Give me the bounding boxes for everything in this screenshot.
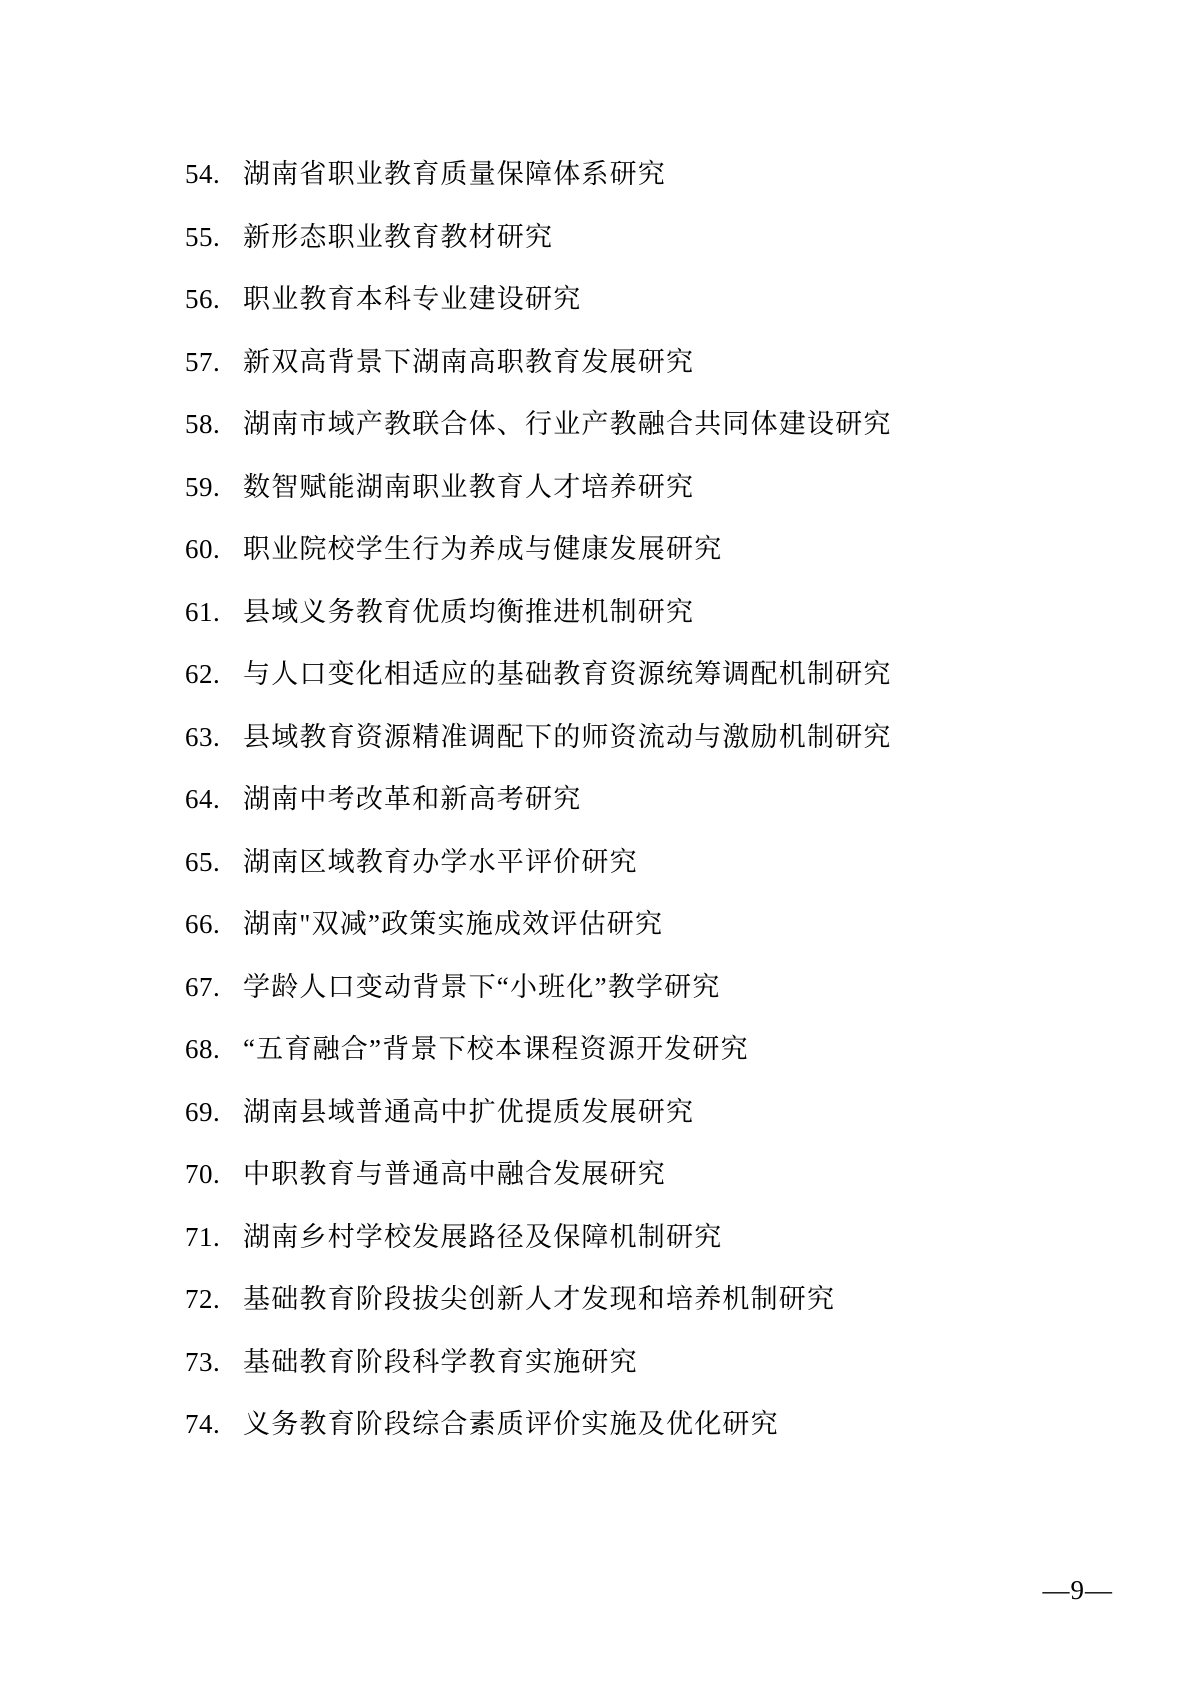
list-item-text: 基础教育阶段拔尖创新人才发现和培养机制研究 [243,1284,836,1314]
list-item [185,1152,985,1191]
list-item [185,590,985,629]
list-item [185,215,985,254]
list-item-text: 湖南县域普通高中扩优提质发展研究 [243,1096,695,1127]
list-item [185,840,985,879]
list-item-number: 69. [185,1096,221,1127]
list-item-number: 57. [185,346,221,377]
list-item-text: 义务教育阶段综合素质评价实施及优化研究 [243,1409,779,1439]
list-item-text: 湖南"双减”政策实施成效评估研究 [243,909,664,939]
list-item-number: 71. [185,1221,221,1252]
list-item-number: 66. [185,909,221,939]
list-item [185,465,985,504]
list-item [185,527,985,566]
numbered-list [185,152,985,1465]
list-item [185,715,985,754]
list-item [185,1090,985,1129]
list-item [185,652,985,691]
list-item-number: 59. [185,471,221,502]
list-item [185,1402,985,1441]
list-item-text: 学龄人口变动背景下“小班化”教学研究 [243,971,721,1002]
list-item-number: 65. [185,846,221,877]
list-item [185,965,985,1004]
list-item [185,1027,985,1066]
list-item [185,1340,985,1379]
list-item-number: 58. [185,409,221,439]
list-item-number: 56. [185,284,221,314]
list-item-number: 63. [185,721,221,752]
list-item-text: 湖南中考改革和新高考研究 [243,784,582,814]
list-item-text: 新双高背景下湖南高职教育发展研究 [243,346,695,377]
list-item-number: 64. [185,784,221,814]
list-item-number: 60. [185,534,221,564]
list-item-number: 61. [185,596,221,627]
list-item-number: 54. [185,159,221,189]
list-item-text: 湖南区域教育办学水平评价研究 [243,846,638,877]
list-item-number: 73. [185,1346,221,1377]
list-item-text: 数智赋能湖南职业教育人才培养研究 [243,471,695,502]
list-item-text: 新形态职业教育教材研究 [243,221,554,252]
list-item-text: 中职教育与普通高中融合发展研究 [243,1159,666,1189]
list-item [185,277,985,316]
list-item-text: 县域义务教育优质均衡推进机制研究 [243,596,695,627]
list-item-text: 职业院校学生行为养成与健康发展研究 [243,534,723,564]
list-item-text: 湖南省职业教育质量保障体系研究 [243,159,666,189]
list-item [185,1277,985,1316]
list-item-number: 62. [185,659,221,689]
list-item-text: 湖南市域产教联合体、行业产教融合共同体建设研究 [243,409,892,439]
list-item-text: 湖南乡村学校发展路径及保障机制研究 [243,1221,723,1252]
page-number: —9— [1042,1575,1113,1605]
list-item [185,340,985,379]
list-item [185,777,985,816]
list-item-number: 67. [185,971,221,1002]
list-item-number: 74. [185,1409,221,1439]
list-item-text: 县域教育资源精准调配下的师资流动与激励机制研究 [243,721,892,752]
list-item [185,402,985,441]
list-item [185,152,985,191]
list-item-text: 与人口变化相适应的基础教育资源统筹调配机制研究 [243,659,892,689]
list-item-number: 68. [185,1034,221,1064]
list-item-text: 职业教育本科专业建设研究 [243,284,582,314]
list-item [185,1215,985,1254]
list-item-number: 72. [185,1284,221,1314]
list-item-number: 55. [185,221,221,252]
list-item-text: “五育融合”背景下校本课程资源开发研究 [243,1034,749,1064]
list-item [185,902,985,941]
list-item-text: 基础教育阶段科学教育实施研究 [243,1346,638,1377]
list-item-number: 70. [185,1159,221,1189]
